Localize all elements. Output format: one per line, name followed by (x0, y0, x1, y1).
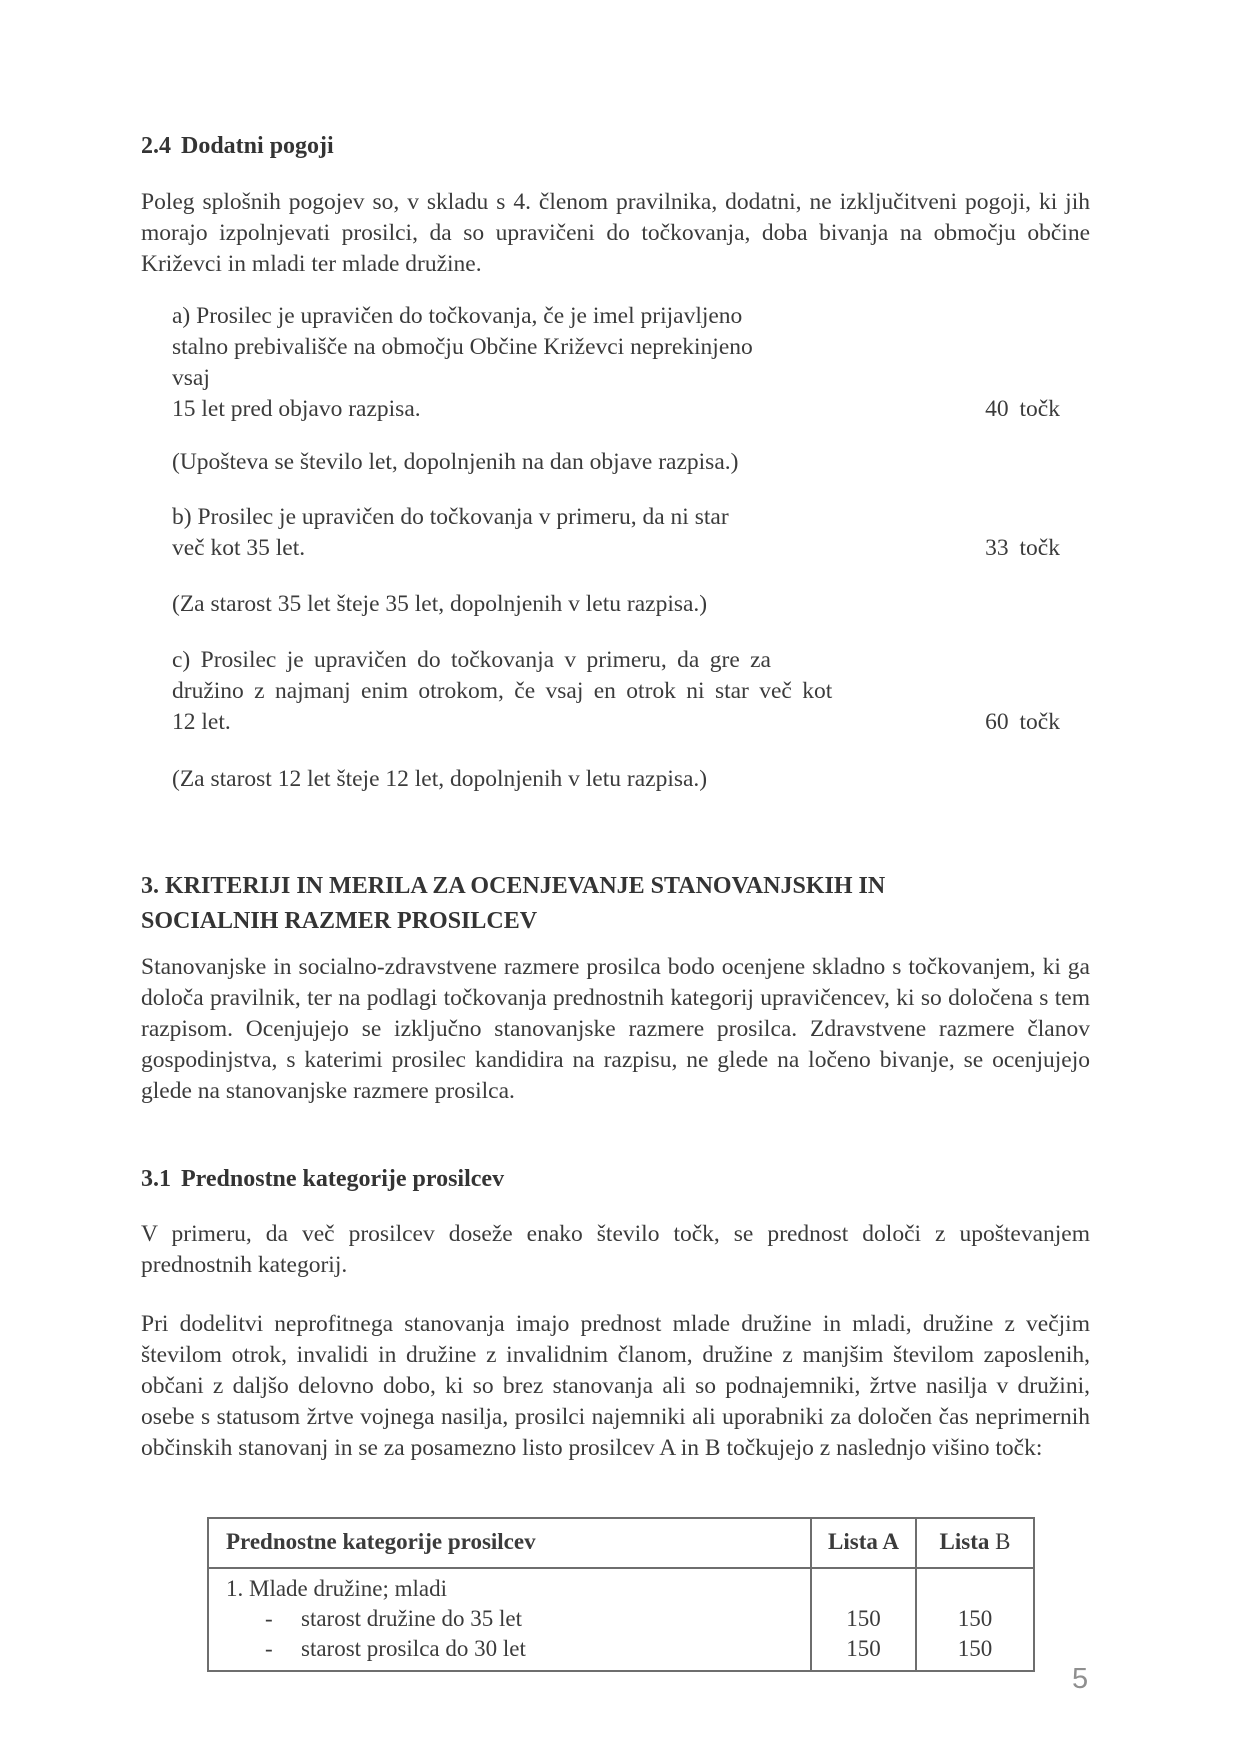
condition-item-b (172, 502, 1060, 564)
section-3-paragraph: Stanovanjske in socialno-zdravstvene razmere prosilca bodo ocenjene skladno s točkovanjem, ki ga določa pravilnik, ter na podlagi točkovanja prednostnih kategorij upravičencev, ki so določena s tem razpisom. Ocenjujejo se izključno stanovanjske razmere prosilca. Zdravstvene razmere članov gospodinjstva, s katerimi prosilec kandidira na razpisu, ne glede na ločeno bivanje, se ocenjujejo glede na stanovanjske razmere prosilca. (141, 954, 1090, 1104)
condition-c-last-line: 12 let. (172, 709, 231, 735)
table-header-lista-b-bold: Lista (939, 1529, 990, 1554)
condition-a-points: 40 točk (985, 396, 1060, 422)
section-3-heading-line1: 3. KRITERIJI IN MERILA ZA OCENJEVANJE STANOVANJSKIH IN (141, 873, 886, 899)
table-value-lista-a: 150 (846, 1636, 881, 1661)
section-3-heading-line2: SOCIALNIH RAZMER PROSILCEV (141, 908, 538, 934)
table-header-lista-b-letter: B (995, 1529, 1011, 1554)
condition-item-a (172, 301, 1060, 425)
priority-categories-table (207, 1517, 1035, 1672)
section-3-1-paragraph-1: V primeru, da več prosilcev doseže enako število točk, se prednost določi z upoštevanjem prednostnih kategorij. (141, 1221, 1090, 1278)
table-lista-b-cell (915, 1569, 1033, 1670)
condition-b-note: (Za starost 35 let šteje 35 let, dopolnjenih v letu razpisa.) (172, 591, 708, 617)
section-2-4-heading-number: 2.4 (141, 133, 171, 159)
empty-cell-line (812, 1574, 915, 1604)
section-2-4-heading (141, 131, 334, 162)
table-row-label (226, 1604, 810, 1634)
table-value-lista-a: 150 (846, 1606, 881, 1631)
condition-c-points: 60 točk (985, 709, 1060, 735)
section-2-4-intro-paragraph: Poleg splošnih pogojev so, v skladu s 4. členom pravilnika, dodatni, ne izključitveni pogoji, ki jih morajo izpolnjevati prosilci, da so upravičeni do točkovanja, doba bivanja na območju občine Križevci in mladi ter mlade družine. (141, 189, 1090, 277)
condition-b-last-line: več kot 35 let. (172, 535, 306, 561)
section-3-1-heading (141, 1164, 504, 1195)
condition-a-line: stalno prebivališče na območju Občine Križevci neprekinjeno (172, 334, 753, 360)
condition-a-note: (Upošteva se število let, dopolnjenih na dan objave razpisa.) (172, 449, 739, 475)
empty-cell-line (917, 1574, 1033, 1604)
table-categories-cell (209, 1569, 810, 1670)
table-group-label: 1. Mlade družine; mladi (226, 1576, 447, 1601)
section-3-heading (141, 869, 1101, 939)
condition-b-points: 33 točk (985, 535, 1060, 561)
condition-item-c (172, 645, 1060, 738)
table-row-label-text: starost družine do 35 let (301, 1606, 523, 1631)
section-2-4-heading-title: Dodatni pogoji (181, 133, 334, 159)
dash-bullet: - (265, 1636, 273, 1661)
condition-c-line: družino z najmanj enim otrokom, če vsaj en otrok ni star več kot (172, 678, 833, 704)
section-3-1-heading-number: 3.1 (141, 1166, 171, 1192)
table-header-lista-a: Lista A (810, 1519, 915, 1569)
condition-a-line: vsaj (172, 365, 210, 391)
table-header-categories: Prednostne kategorije prosilcev (209, 1519, 810, 1569)
condition-a-last-line: 15 let pred objavo razpisa. (172, 396, 421, 422)
page-number: 5 (1072, 1663, 1089, 1695)
table-value-lista-b: 150 (957, 1606, 993, 1631)
condition-c-note: (Za starost 12 let šteje 12 let, dopolnjenih v letu razpisa.) (172, 766, 708, 792)
table-row-label-text: starost prosilca do 30 let (301, 1636, 526, 1661)
section-3-1-heading-title: Prednostne kategorije prosilcev (181, 1166, 505, 1192)
table-header-lista-b (915, 1519, 1033, 1569)
section-3-1-paragraph-2: Pri dodelitvi neprofitnega stanovanja imajo prednost mlade družine in mladi, družine z večjim številom otrok, invalidi in družine z invalidnim članom, družine z manjšim številom zaposlenih, občani z daljšo delovno dobo, ki so brez stanovanja ali so podnajemniki, žrtve nasilja v družini, osebe s statusom žrtve vojnega nasilja, prosilci najemniki ali uporabniki za določen čas neprimernih občinskih stanovanj in se za posamezno listo prosilcev A in B točkujejo z naslednjo višino točk: (141, 1311, 1090, 1461)
table-value-lista-b: 150 (957, 1636, 993, 1661)
condition-a-line: a) Prosilec je upravičen do točkovanja, če je imel prijavljeno (172, 303, 743, 329)
table-lista-a-cell (810, 1569, 915, 1670)
condition-c-line: c) Prosilec je upravičen do točkovanja v primeru, da gre za (172, 647, 771, 673)
condition-b-line: b) Prosilec je upravičen do točkovanja v primeru, da ni star (172, 504, 729, 530)
table-row-label (226, 1634, 810, 1664)
dash-bullet: - (265, 1606, 273, 1631)
